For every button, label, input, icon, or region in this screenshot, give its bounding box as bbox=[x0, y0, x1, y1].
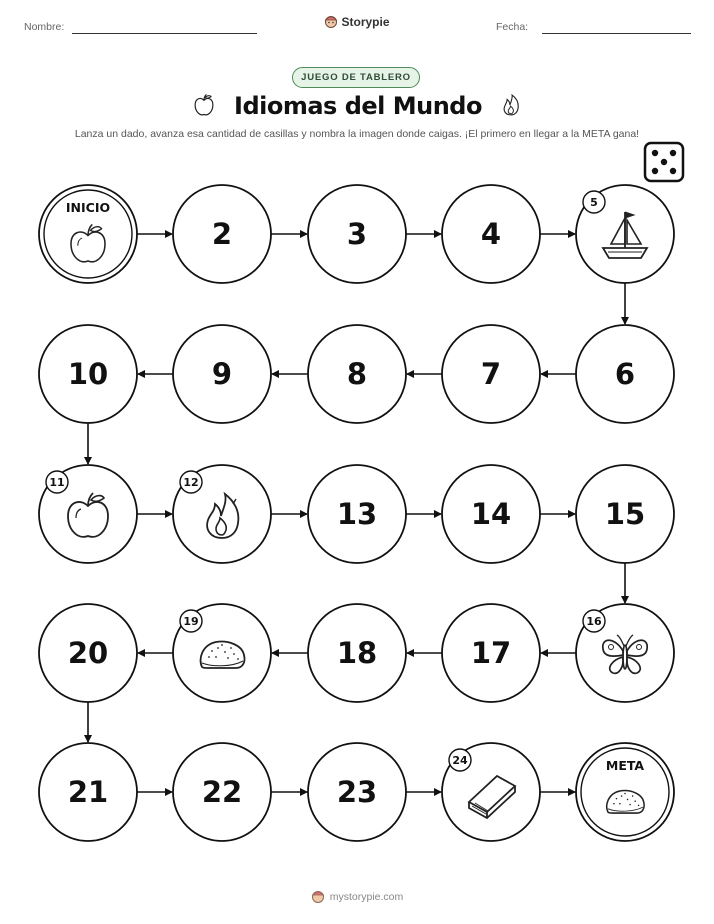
space-number: 14 bbox=[470, 497, 512, 531]
space-number: 22 bbox=[201, 775, 243, 809]
space-number: 15 bbox=[604, 497, 646, 531]
board-space-15[interactable] bbox=[576, 465, 674, 563]
board-space-1[interactable] bbox=[39, 185, 137, 283]
space-number: 12 bbox=[183, 476, 199, 489]
space-number: 4 bbox=[480, 217, 502, 251]
space-number: 9 bbox=[211, 357, 233, 391]
space-number: 20 bbox=[67, 636, 109, 670]
space-number: 17 bbox=[470, 636, 512, 670]
space-number: 7 bbox=[480, 357, 502, 391]
board-space-9[interactable] bbox=[173, 325, 271, 423]
title-text: Idiomas del Mundo bbox=[234, 92, 482, 120]
space-number: 3 bbox=[346, 217, 368, 251]
space-number: 16 bbox=[586, 615, 602, 628]
board-space-7[interactable] bbox=[442, 325, 540, 423]
board-space-21[interactable] bbox=[39, 743, 137, 841]
space-label: META bbox=[605, 758, 645, 773]
date-label: Fecha: bbox=[496, 21, 529, 33]
space-number: 2 bbox=[211, 217, 233, 251]
board-space-19[interactable] bbox=[173, 604, 271, 702]
board-space-12[interactable] bbox=[173, 465, 271, 563]
board-space-2[interactable] bbox=[173, 185, 271, 283]
board-space-20[interactable] bbox=[39, 604, 137, 702]
board-space-3[interactable] bbox=[308, 185, 406, 283]
board-space-16[interactable] bbox=[576, 604, 674, 702]
space-number: 23 bbox=[336, 775, 378, 809]
game-type-badge: JUEGO DE TABLERO bbox=[292, 67, 420, 88]
footer bbox=[0, 889, 714, 904]
storypie-logo-icon bbox=[311, 889, 325, 904]
space-number: 5 bbox=[590, 196, 598, 209]
board-space-23[interactable] bbox=[308, 743, 406, 841]
space-label: INICIO bbox=[65, 200, 111, 215]
name-label: Nombre: bbox=[24, 21, 65, 33]
brand-name: Storypie bbox=[341, 14, 390, 29]
space-number: 11 bbox=[49, 476, 65, 489]
space-number: 19 bbox=[183, 615, 199, 628]
instructions: Lanza un dado, avanza esa cantidad de casillas y nombra la imagen donde caigas. ¡El primero en llegar a la META gana! bbox=[74, 128, 640, 140]
board-space-22[interactable] bbox=[173, 743, 271, 841]
space-number: 18 bbox=[336, 636, 378, 670]
board-space-8[interactable] bbox=[308, 325, 406, 423]
space-number: 21 bbox=[67, 775, 109, 809]
board-space-24[interactable] bbox=[442, 743, 540, 841]
board-space-11[interactable] bbox=[39, 465, 137, 563]
space-number: 13 bbox=[336, 497, 378, 531]
space-number: 10 bbox=[67, 357, 109, 391]
board-space-17[interactable] bbox=[442, 604, 540, 702]
space-number: 6 bbox=[614, 357, 636, 391]
board-space-10[interactable] bbox=[39, 325, 137, 423]
board-space-4[interactable] bbox=[442, 185, 540, 283]
board-space-13[interactable] bbox=[308, 465, 406, 563]
space-number: 24 bbox=[452, 754, 468, 767]
board-space-18[interactable] bbox=[308, 604, 406, 702]
space-number: 8 bbox=[346, 357, 368, 391]
board-space-14[interactable] bbox=[442, 465, 540, 563]
board-space-25[interactable] bbox=[576, 743, 674, 841]
board-space-6[interactable] bbox=[576, 325, 674, 423]
board-space-5[interactable] bbox=[576, 185, 674, 283]
footer-url: mystorypie.com bbox=[329, 890, 404, 903]
